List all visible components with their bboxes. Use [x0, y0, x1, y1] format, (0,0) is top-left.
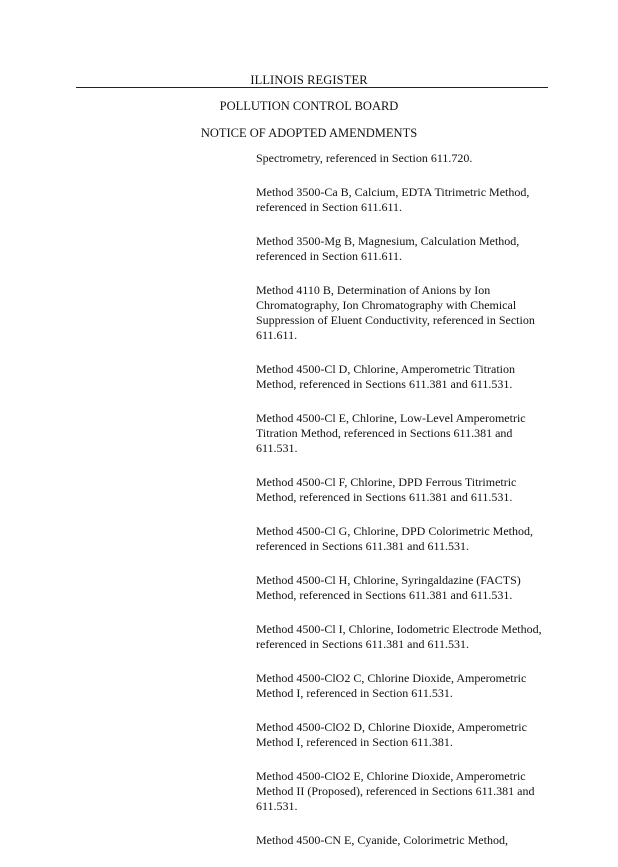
register-title: ILLINOIS REGISTER: [250, 73, 368, 87]
entry-line: Method 4500-Cl H, Chlorine, Syringaldazine (FACTS): [256, 573, 521, 587]
entry-line: Method 4500-Cl I, Chlorine, Iodometric Electrode Method,: [256, 622, 542, 636]
method-entry: [256, 573, 556, 603]
entry-line: referenced in Section 611.611.: [256, 200, 403, 214]
entry-line: Method 4500-Cl D, Chlorine, Amperometric Titration: [256, 362, 515, 376]
method-entry: [256, 362, 556, 392]
method-entry: [256, 833, 556, 848]
entry-line: 611.611.: [256, 328, 298, 342]
method-entry: [256, 411, 556, 456]
method-entry: [256, 234, 556, 264]
entry-line: Method, referenced in Sections 611.381 and 611.531.: [256, 490, 513, 504]
method-entry: [256, 720, 556, 750]
method-list: [256, 151, 556, 867]
method-entry: [256, 524, 556, 554]
entry-line: referenced in Sections 611.381 and 611.531.: [256, 539, 470, 553]
entry-line: Method 3500-Ca B, Calcium, EDTA Titrimetric Method,: [256, 185, 530, 199]
method-entry: [256, 185, 556, 215]
entry-line: referenced in Section 611.611.: [256, 249, 403, 263]
entry-line: 611.531.: [256, 799, 298, 813]
entry-line: Method, referenced in Sections 611.381 and 611.531.: [256, 588, 513, 602]
method-entry: [256, 475, 556, 505]
entry-line: Method, referenced in Sections 611.381 and 611.531.: [256, 377, 513, 391]
entry-line: 611.531.: [256, 441, 298, 455]
method-entry: [256, 283, 556, 343]
entry-line: Method II (Proposed), referenced in Sections 611.381 and: [256, 784, 535, 798]
entry-line: Method 4110 B, Determination of Anions by Ion: [256, 283, 491, 297]
entry-line: Method 4500-ClO2 C, Chlorine Dioxide, Amperometric: [256, 671, 527, 685]
entry-line: Suppression of Eluent Conductivity, referenced in Section: [256, 313, 535, 327]
board-name: POLLUTION CONTROL BOARD: [219, 99, 399, 113]
method-entry: [256, 769, 556, 814]
entry-line: Method 4500-Cl E, Chlorine, Low-Level Amperometric: [256, 411, 526, 425]
entry-line: referenced in Sections 611.381 and 611.531.: [256, 637, 470, 651]
entry-line: Method 4500-ClO2 D, Chlorine Dioxide, Amperometric: [256, 720, 527, 734]
method-entry: [256, 671, 556, 701]
entry-line: Method 4500-Cl F, Chlorine, DPD Ferrous Titrimetric: [256, 475, 517, 489]
method-entry: [256, 622, 556, 652]
entry-line: Method I, referenced in Section 611.381.: [256, 735, 453, 749]
entry-line: Chromatography, Ion Chromatography with Chemical: [256, 298, 517, 312]
entry-line: Titration Method, referenced in Sections 611.381 and: [256, 426, 513, 440]
entry-line: Spectrometry, referenced in Section 611.720.: [256, 151, 473, 165]
entry-line: Method 3500-Mg B, Magnesium, Calculation Method,: [256, 234, 520, 248]
header-divider: [76, 87, 548, 88]
notice-heading: NOTICE OF ADOPTED AMENDMENTS: [200, 126, 418, 140]
entry-line: Method I, referenced in Section 611.531.: [256, 686, 453, 700]
entry-line: Method 4500-ClO2 E, Chlorine Dioxide, Amperometric: [256, 769, 526, 783]
entry-line: Method 4500-CN E, Cyanide, Colorimetric Method,: [256, 833, 508, 847]
method-entry: [256, 151, 556, 166]
entry-line: Method 4500-Cl G, Chlorine, DPD Colorimetric Method,: [256, 524, 533, 538]
